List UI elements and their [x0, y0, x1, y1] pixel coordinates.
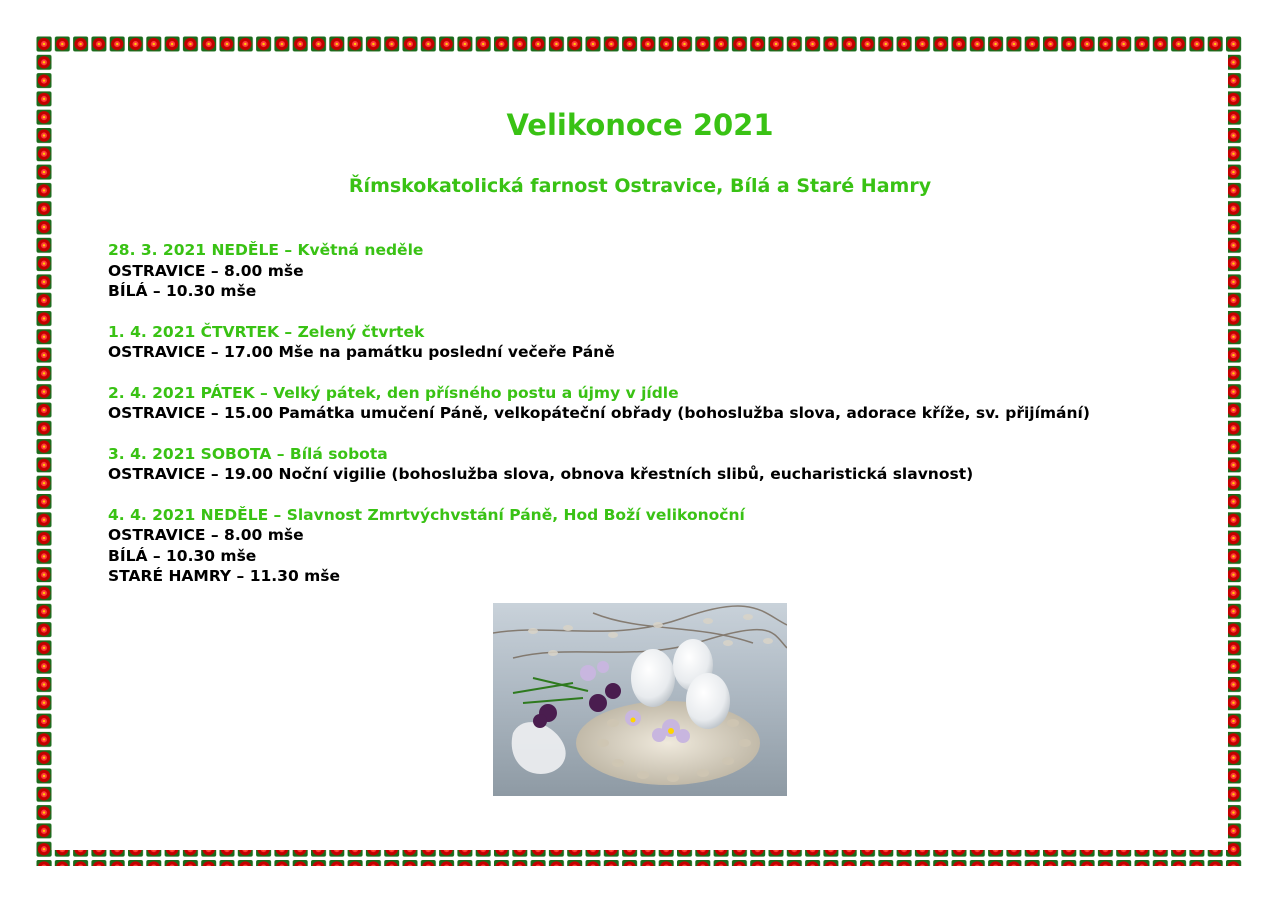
event-heading: 4. 4. 2021 NEDĚLE – Slavnost Zmrtvýchvstání Páně, Hod Boží velikonoční [108, 505, 745, 524]
event-holy-saturday [108, 444, 1090, 485]
event-palm-sunday [108, 240, 1090, 302]
event-good-friday [108, 383, 1090, 424]
event-easter-sunday [108, 505, 1090, 587]
event-line: STARÉ HAMRY – 11.30 mše [108, 567, 341, 585]
easter-eggs-photo [493, 603, 787, 796]
event-line: OSTRAVICE – 19.00 Noční vigilie (bohoslužba slova, obnova křestních slibů, eucharistická slavnost) [108, 465, 974, 483]
event-line: OSTRAVICE – 8.00 mše [108, 526, 304, 544]
event-line: OSTRAVICE – 17.00 Mše na památku poslední večeře Páně [108, 343, 615, 361]
event-schedule [108, 240, 1090, 607]
event-heading: 1. 4. 2021 ČTVRTEK – Zelený čtvrtek [108, 322, 425, 341]
event-line: BÍLÁ – 10.30 mše [108, 282, 257, 300]
event-line: OSTRAVICE – 15.00 Památka umučení Páně, velkopáteční obřady (bohoslužba slova, adorace kříže, sv. přijímání) [108, 404, 1090, 422]
page-subtitle: Římskokatolická farnost Ostravice, Bílá a Staré Hamry [348, 175, 932, 197]
event-line: OSTRAVICE – 8.00 mše [108, 261, 304, 280]
event-heading: 28. 3. 2021 NEDĚLE – Květná neděle [108, 241, 424, 259]
event-maundy-thursday [108, 322, 1090, 363]
page-title: Velikonoce 2021 [506, 108, 774, 142]
event-heading: 2. 4. 2021 PÁTEK – Velký pátek, den přísného postu a újmy v jídle [108, 383, 679, 402]
event-heading: 3. 4. 2021 SOBOTA – Bílá sobota [108, 444, 388, 463]
event-line: BÍLÁ – 10.30 mše [108, 546, 257, 565]
